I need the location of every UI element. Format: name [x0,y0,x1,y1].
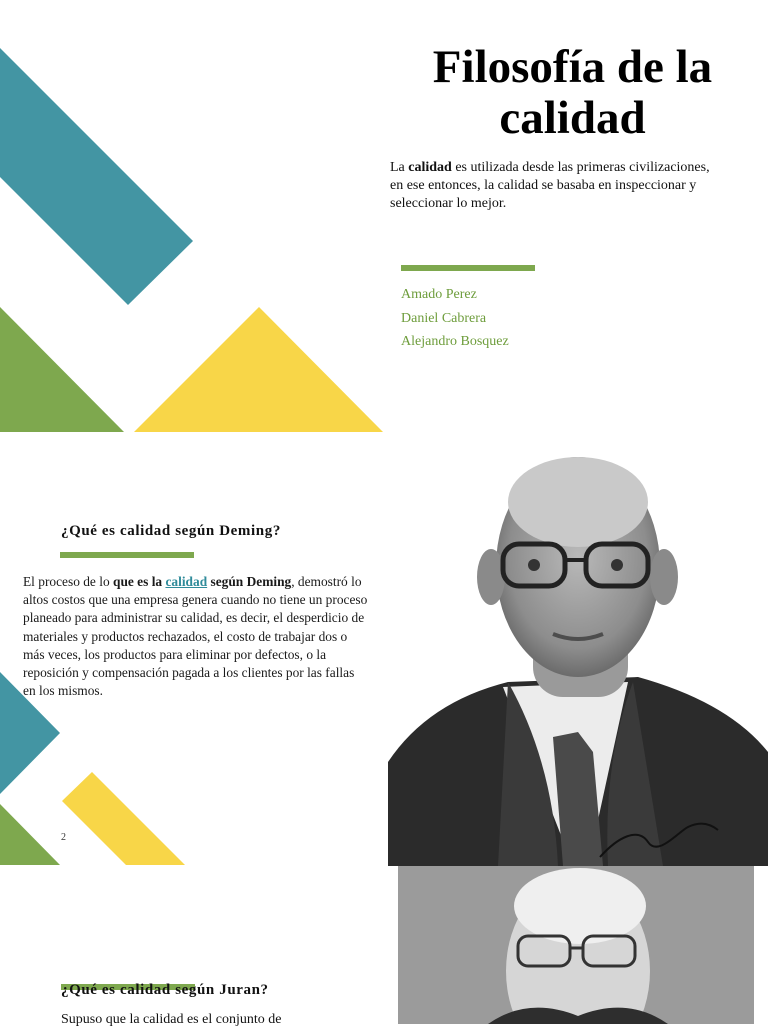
green-triangle [0,307,124,432]
accent-bar [60,552,194,558]
author-name: Daniel Cabrera [401,311,487,326]
page-title: Filosofía de la calidad [432,41,713,144]
yellow-diagonal-band [62,772,185,865]
teal-diagonal-band [0,48,193,305]
juran-paragraph: Supuso que la calidad es el conjunto de [61,1012,282,1027]
author-name: Amado Perez [401,287,477,302]
author-name: Alejandro Bosquez [401,334,509,349]
deming-paragraph: El proceso de lo que es la calidad según Deming, demostró lo altos costos que una empresa genera cuando no tiene un proceso planeado para administrar su calidad, es decir, el desperdicio de materiales y productos rechazados, el costo de trabajar dos o más veces, los productos para eliminar por defectos, o la reposición y compensación pagada a los clientes por las fallas en los mismos. [23,574,368,698]
section-heading: ¿Qué es calidad según Juran? [61,982,269,998]
slide-title [0,0,768,432]
decorative-shapes [0,0,400,432]
page-number: 2 [61,832,66,843]
intro-paragraph: La calidad es utilizada desde las primeras civilizaciones, en ese entonces, la calidad se basaba en inspeccionar y seleccionar lo mejor. [390,160,710,211]
accent-bar [401,265,535,271]
calidad-link[interactable]: calidad [165,574,208,589]
yellow-triangle [134,307,383,432]
section-heading: ¿Qué es calidad según Deming? [61,523,281,539]
slide-juran [0,866,768,1024]
deming-photo [388,432,768,866]
juran-photo [398,866,754,1024]
green-triangle [0,804,60,865]
decorative-shapes [0,672,200,866]
